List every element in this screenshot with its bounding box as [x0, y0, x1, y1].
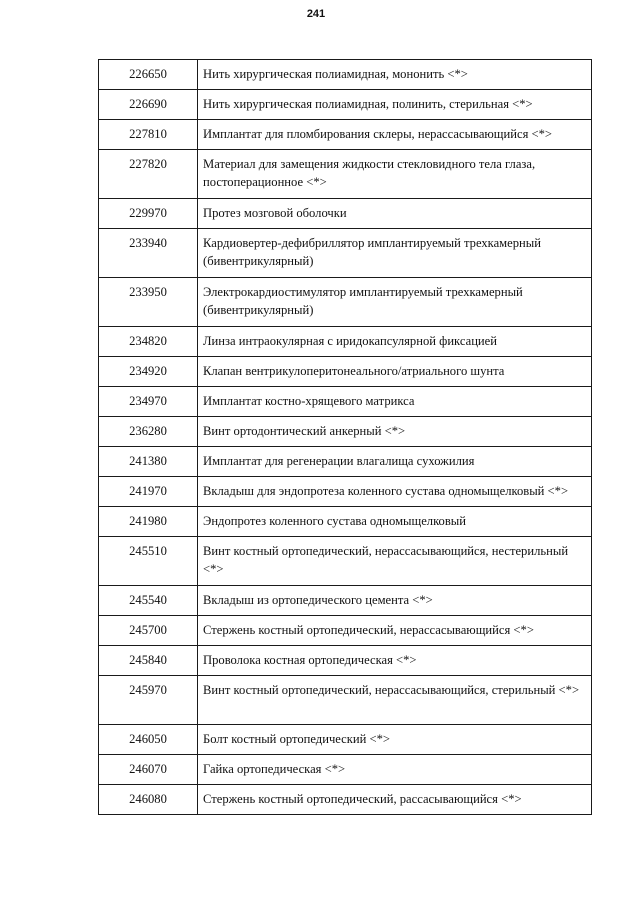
- table-row: [99, 60, 592, 90]
- table-row: [99, 387, 592, 417]
- table-row: [99, 90, 592, 120]
- name-cell: Вкладыш из ортопедического цемента <*>: [198, 586, 592, 616]
- table-row: [99, 725, 592, 755]
- name-cell: Болт костный ортопедический <*>: [198, 725, 592, 755]
- name-cell: Винт костный ортопедический, нерассасывающийся, стерильный <*>: [198, 676, 592, 725]
- name-cell: Стержень костный ортопедический, нерассасывающийся <*>: [198, 616, 592, 646]
- name-cell: Имплантат костно-хрящевого матрикса: [198, 387, 592, 417]
- table-row: [99, 477, 592, 507]
- code-cell: 241980: [99, 507, 198, 537]
- name-cell: Нить хирургическая полиамидная, мононить <*>: [198, 60, 592, 90]
- table-row: [99, 785, 592, 815]
- name-cell: Электрокардиостимулятор имплантируемый трехкамерный (бивентрикулярный): [198, 278, 592, 327]
- table-row: [99, 229, 592, 278]
- table-row: [99, 417, 592, 447]
- name-cell: Стержень костный ортопедический, рассасывающийся <*>: [198, 785, 592, 815]
- code-cell: 233950: [99, 278, 198, 327]
- code-cell: 246080: [99, 785, 198, 815]
- code-cell: 245700: [99, 616, 198, 646]
- code-cell: 227820: [99, 150, 198, 199]
- code-cell: 233940: [99, 229, 198, 278]
- code-cell: 236280: [99, 417, 198, 447]
- table-row: [99, 586, 592, 616]
- table-row: [99, 150, 592, 199]
- code-cell: 229970: [99, 199, 198, 229]
- name-cell: Имплантат для пломбирования склеры, нерассасывающийся <*>: [198, 120, 592, 150]
- table-row: [99, 278, 592, 327]
- name-cell: Проволока костная ортопедическая <*>: [198, 646, 592, 676]
- code-cell: 234820: [99, 327, 198, 357]
- name-cell: Протез мозговой оболочки: [198, 199, 592, 229]
- code-cell: 246050: [99, 725, 198, 755]
- name-cell: Гайка ортопедическая <*>: [198, 755, 592, 785]
- name-cell: Эндопротез коленного сустава одномыщелковый: [198, 507, 592, 537]
- table-row: [99, 507, 592, 537]
- table-row: [99, 755, 592, 785]
- name-cell: Кардиовертер-дефибриллятор имплантируемый трехкамерный (бивентрикулярный): [198, 229, 592, 278]
- code-cell: 241380: [99, 447, 198, 477]
- table-row: [99, 357, 592, 387]
- code-cell: 226650: [99, 60, 198, 90]
- table-row: [99, 447, 592, 477]
- name-cell: Винт ортодонтический анкерный <*>: [198, 417, 592, 447]
- code-cell: 227810: [99, 120, 198, 150]
- code-cell: 245970: [99, 676, 198, 725]
- code-cell: 241970: [99, 477, 198, 507]
- name-cell: Винт костный ортопедический, нерассасывающийся, нестерильный <*>: [198, 537, 592, 586]
- table-row: [99, 676, 592, 725]
- name-cell: Имплантат для регенерации влагалища сухожилия: [198, 447, 592, 477]
- table-row: [99, 199, 592, 229]
- table-row: [99, 616, 592, 646]
- code-cell: 246070: [99, 755, 198, 785]
- code-cell: 226690: [99, 90, 198, 120]
- page-number: 241: [306, 8, 326, 20]
- code-cell: 245510: [99, 537, 198, 586]
- code-cell: 245540: [99, 586, 198, 616]
- name-cell: Клапан вентрикулоперитонеального/атриального шунта: [198, 357, 592, 387]
- name-cell: Нить хирургическая полиамидная, полинить, стерильная <*>: [198, 90, 592, 120]
- code-cell: 234970: [99, 387, 198, 417]
- code-cell: 245840: [99, 646, 198, 676]
- name-cell: Вкладыш для эндопротеза коленного сустава одномыщелковый <*>: [198, 477, 592, 507]
- name-cell: Материал для замещения жидкости стекловидного тела глаза, постоперационное <*>: [198, 150, 592, 199]
- table-row: [99, 537, 592, 586]
- name-cell: Линза интраокулярная с иридокапсулярной фиксацией: [198, 327, 592, 357]
- device-code-table: [98, 59, 592, 815]
- table-row: [99, 646, 592, 676]
- table-row: [99, 120, 592, 150]
- code-cell: 234920: [99, 357, 198, 387]
- table-row: [99, 327, 592, 357]
